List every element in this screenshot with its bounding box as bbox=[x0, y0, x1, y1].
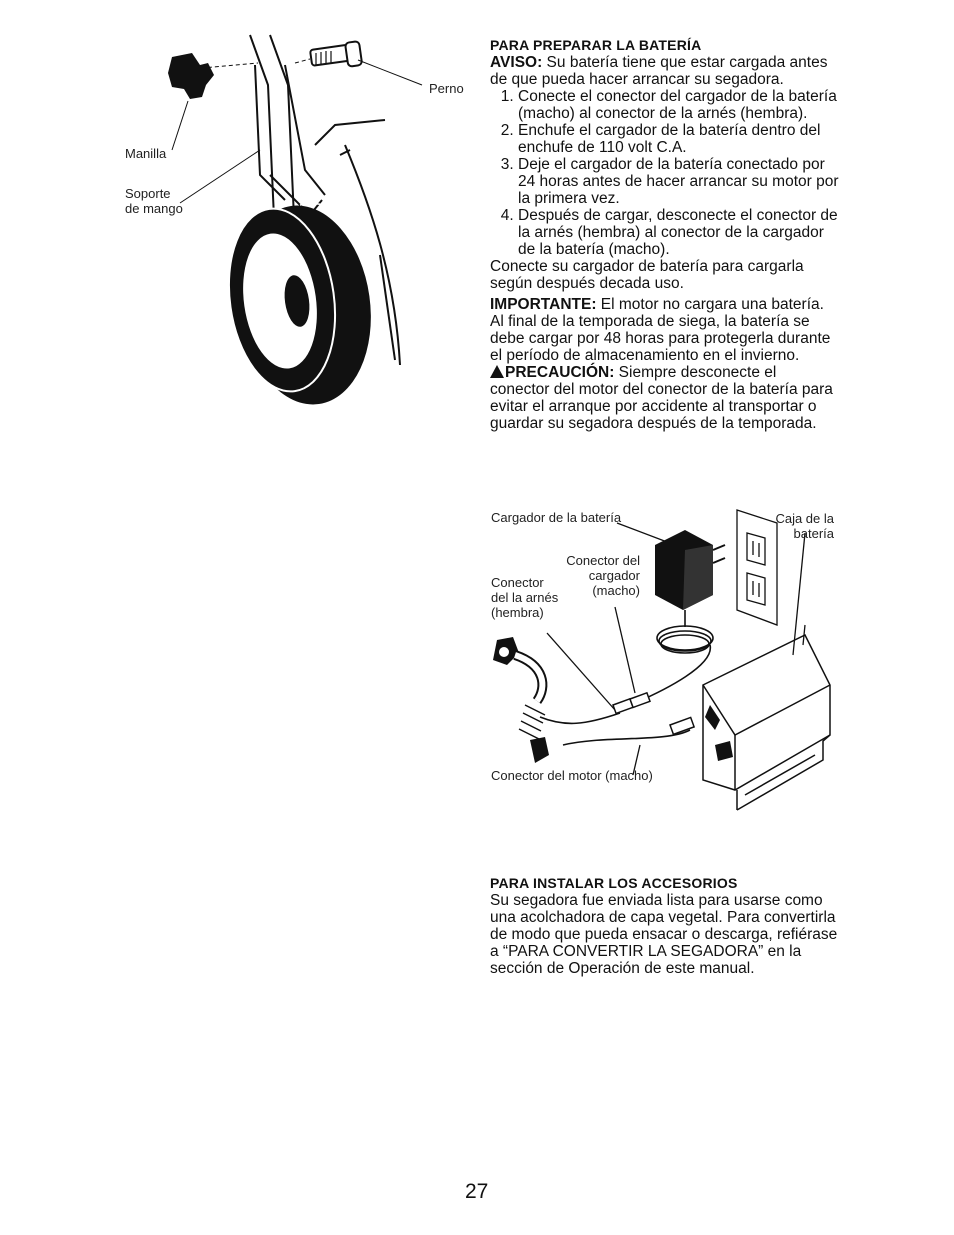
perno-label: Perno bbox=[429, 81, 464, 96]
precaucion-label: PRECAUCIÓN: bbox=[505, 364, 615, 381]
accessories-section bbox=[490, 875, 840, 977]
aviso-paragraph bbox=[490, 54, 840, 88]
precaucion-text: Siempre desconecte el conector del motor del conector de la batería para evitar el arranque por accidente al transportar o guardar su segadora después de la temporada. bbox=[490, 364, 833, 432]
precaucion-paragraph bbox=[490, 364, 840, 432]
conector-cargador-label: Conector del cargador (macho) bbox=[566, 553, 640, 598]
aviso-label: AVISO: bbox=[490, 54, 543, 71]
conector-arnes-label: Conector del la arnés (hembra) bbox=[491, 575, 559, 620]
battery-step: 3. Deje el cargador de la batería conectado por 24 horas antes de hacer arrancar su motor por la primera vez. bbox=[518, 156, 840, 207]
manilla-label: Manilla bbox=[125, 146, 167, 161]
aviso-text: Su batería tiene que estar cargada antes de que pueda hacer arrancar su segadora. bbox=[490, 54, 828, 88]
battery-heading: PARA PREPARAR LA BATERÍA bbox=[490, 37, 702, 53]
page-number: 27 bbox=[465, 1180, 489, 1203]
battery-step: 1. Conecte el conector del cargador de la batería (macho) al conector de la arnés (hembra). bbox=[518, 88, 840, 122]
warning-icon bbox=[490, 365, 504, 378]
battery-steps bbox=[490, 88, 840, 258]
handle-bracket-illustration bbox=[110, 25, 480, 415]
after-steps-text: Conecte su cargador de batería para cargarla según después decada uso. bbox=[490, 258, 804, 292]
soporte-label: Soporte de mango bbox=[125, 186, 183, 216]
accessories-heading: PARA INSTALAR LOS ACCESORIOS bbox=[490, 875, 738, 891]
cargador-bateria-label: Cargador de la batería bbox=[491, 510, 622, 525]
importante-paragraph bbox=[490, 296, 840, 313]
conector-motor-label: Conector del motor (macho) bbox=[491, 768, 653, 783]
importante-label: IMPORTANTE: bbox=[490, 296, 597, 313]
caja-bateria-label: Caja de la batería bbox=[775, 511, 834, 541]
battery-step: 4. Después de cargar, desconecte el conector de la arnés (hembra) al conector de la cargador de la batería (macho). bbox=[518, 207, 840, 258]
importante-text: El motor no cargara una batería. bbox=[596, 296, 824, 313]
season-text: Al final de la temporada de siega, la batería se debe cargar por 48 horas para protegerla durante el período de almacenamiento en el invierno. bbox=[490, 313, 831, 364]
battery-section bbox=[490, 37, 840, 432]
battery-step: 2. Enchufe el cargador de la batería dentro del enchufe de 110 volt C.A. bbox=[518, 122, 840, 156]
accessories-text: Su segadora fue enviada lista para usarse como una acolchadora de capa vegetal. Para convertirla de modo que pueda ensacar o descarga, refiérase a “PARA CONVERTIR LA SEGADORA” en la sección de Operación de este manual. bbox=[490, 892, 838, 977]
